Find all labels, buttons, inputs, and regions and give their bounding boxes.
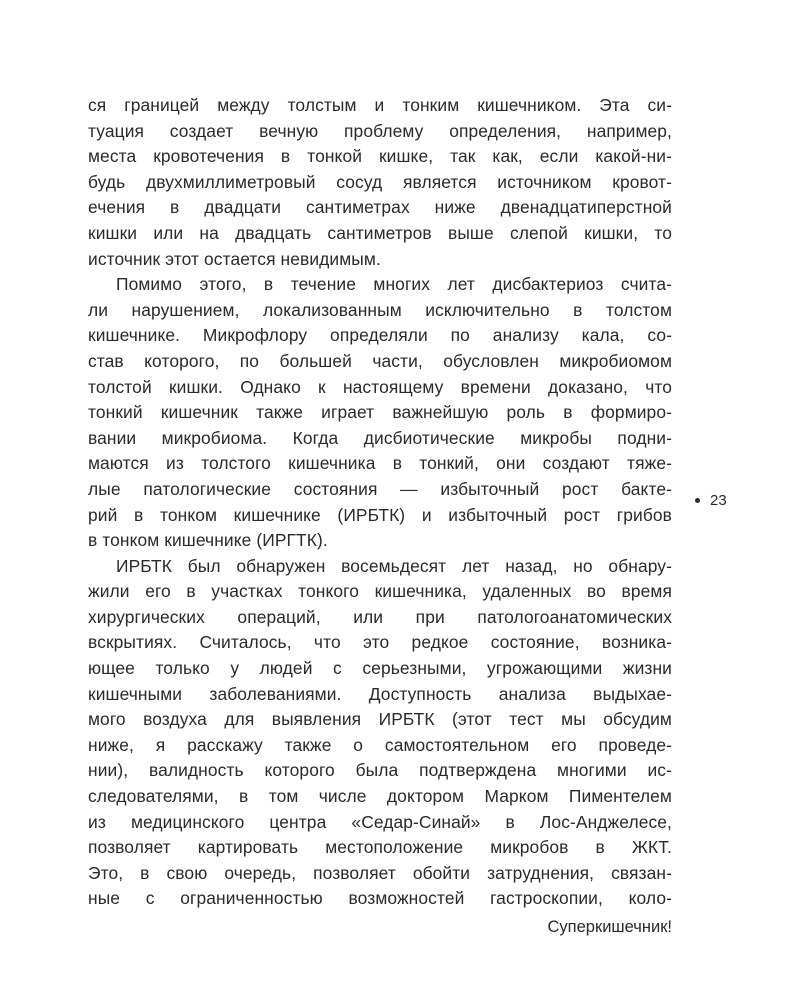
running-footer: Суперкишечник! [547,918,672,936]
text-line: ные с ограниченностью возможностей гастроскопии, коло- [88,888,672,909]
paragraph-1 [88,93,672,272]
text-line: мого воздуха для выявления ИРБТК (этот тест мы обсудим [88,709,672,730]
text-line: маются из толстого кишечника в тонкий, они создают тяже- [88,453,672,474]
text-line: толстой кишки. Однако к настоящему времени доказано, что [88,376,672,397]
text-line: кишечными заболеваниями. Доступность анализа выдыхае- [88,683,672,704]
text-line: туация создает вечную проблему определения, например, [88,120,672,141]
text-line: кишки или на двадцать сантиметров выше слепой кишки, то [88,222,672,243]
text-line: позволяет картировать местоположение микробов в ЖКТ. [88,837,672,858]
text-line: ющее только у людей с серьезными, угрожающими жизни [88,658,672,679]
text-line: ли нарушением, локализованным исключительно в толстом [88,299,672,320]
text-line: ечения в двадцати сантиметрах ниже двенадцатиперстной [88,197,672,218]
text-line: источник этот остается невидимым. [88,248,381,269]
text-line: вскрытиях. Считалось, что это редкое состояние, возника- [88,632,672,653]
text-line: места кровотечения в тонкой кишке, так как, если какой-ни- [88,146,672,167]
text-line: став которого, по большей части, обусловлен микробиомом [88,350,672,371]
text-line: в тонком кишечнике (ИРГТК). [88,530,328,551]
text-line: ИРБТК был обнаружен восемьдесят лет назад, но обнару- [116,555,672,576]
text-line: из медицинского центра «Седар-Синай» в Лос-Анджелесе, [88,811,672,832]
paragraph-3 [88,554,672,912]
text-line: ниже, я расскажу также о самостоятельном его проведе- [88,734,672,755]
text-line: кишечнике. Микрофлору определяли по анализу кала, со- [88,325,672,346]
paragraph-2 [88,272,672,554]
text-line: ся границей между толстым и тонким кишечником. Эта си- [88,95,672,115]
text-line: жили его в участках тонкого кишечника, удаленных во время [88,581,672,602]
text-line: Помимо этого, в течение многих лет дисбактериоз счита- [116,274,672,295]
bullet-icon [695,498,700,503]
page-body [88,93,672,912]
text-line: будь двухмиллиметровый сосуд является источником кровот- [88,171,672,192]
page-number-text: 23 [710,492,727,509]
text-line: тонкий кишечник также играет важнейшую роль в формиро- [88,402,672,423]
text-line: Это, в свою очередь, позволяет обойти затруднения, связан- [88,862,672,883]
text-line: лые патологические состояния — избыточный рост бакте- [88,478,672,499]
text-line: следователями, в том числе доктором Марком Пиментелем [88,786,672,807]
page-number [695,490,727,512]
text-line: нии), валидность которого была подтверждена многими ис- [88,760,672,781]
text-line: рий в тонком кишечнике (ИРБТК) и избыточный рост грибов [88,504,672,525]
text-line: хирургических операций, или при патологоанатомических [88,606,672,627]
text-line: вании микробиома. Когда дисбиотические микробы подни- [88,427,672,448]
